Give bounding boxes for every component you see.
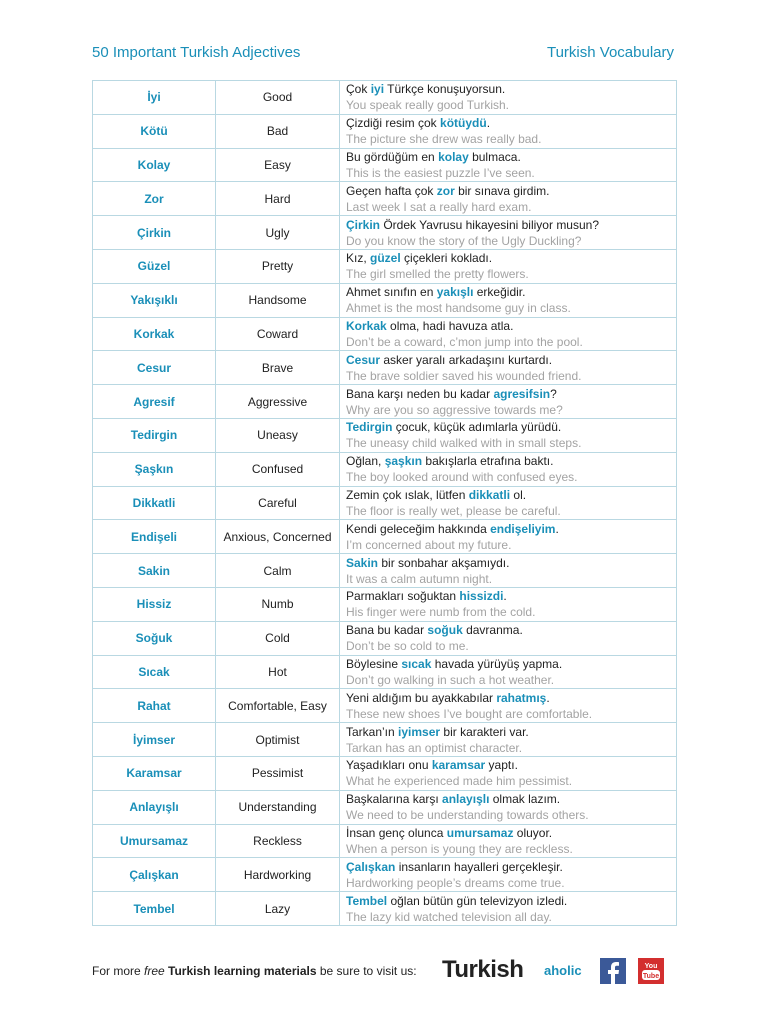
example-english: The picture she drew was really bad.	[346, 132, 542, 147]
turkish-word: İyimser	[93, 723, 216, 757]
example-text-post: oğlan bütün gün televizyon izledi.	[387, 893, 568, 908]
example-text-post: olmak lazım.	[489, 792, 561, 807]
example-highlight: zor	[436, 183, 455, 198]
example-text-post: davranma.	[462, 623, 523, 638]
english-meaning: Lazy	[216, 892, 340, 926]
example-text-post: Ördek Yavrusu hikayesini biliyor musun?	[380, 217, 600, 232]
example-highlight: soğuk	[427, 623, 463, 638]
example-text-post: yaptı.	[485, 758, 518, 773]
example-text-post: insanların hayalleri gerçekleşir.	[395, 859, 563, 874]
turkish-word: Çalışkan	[93, 858, 216, 892]
example-text-pre: Yaşadıkları onu	[346, 758, 432, 773]
example-highlight: güzel	[370, 251, 401, 266]
example-text-pre: Ahmet sınıfın en	[346, 285, 437, 300]
vocabulary-table	[92, 80, 677, 926]
english-meaning: Numb	[216, 587, 340, 621]
turkish-word: Kötü	[93, 114, 216, 148]
example-english: The girl smelled the pretty flowers.	[346, 267, 529, 282]
example-text-post: .	[486, 116, 491, 131]
example-cell	[340, 723, 677, 757]
table-row	[93, 655, 677, 689]
example-text-pre: Kız,	[346, 251, 371, 266]
visit-text-free: free	[144, 964, 165, 978]
example-highlight: umursamaz	[446, 825, 514, 840]
example-english: When a person is young they are reckless.	[346, 841, 573, 856]
table-row	[93, 249, 677, 283]
turkish-word: Güzel	[93, 249, 216, 283]
example-text-post: erkeğidir.	[473, 285, 526, 300]
turkish-word: Korkak	[93, 317, 216, 351]
example-english: His finger were numb from the cold.	[346, 605, 536, 620]
turkish-word: Agresif	[93, 385, 216, 419]
example-cell	[340, 655, 677, 689]
example-text-pre: İnsan genç olunca	[346, 825, 447, 840]
example-highlight: iyi	[370, 82, 385, 97]
example-text-post: bir karakteri var.	[440, 724, 529, 739]
example-highlight: kötüydü	[440, 116, 487, 131]
example-english: Hardworking people’s dreams come true.	[346, 875, 565, 890]
example-highlight: yakışlı	[436, 285, 474, 300]
english-meaning: Understanding	[216, 790, 340, 824]
example-highlight: hissizdi	[459, 589, 504, 604]
example-english: You speak really good Turkish.	[346, 98, 509, 113]
english-meaning: Handsome	[216, 283, 340, 317]
example-highlight: Cesur	[346, 352, 381, 367]
example-english: The floor is really wet, please be careful.	[346, 503, 561, 518]
example-highlight: Korkak	[346, 318, 387, 333]
table-row	[93, 182, 677, 216]
turkish-word: Zor	[93, 182, 216, 216]
example-turkish	[346, 183, 676, 199]
example-turkish	[346, 622, 676, 638]
example-english: Last week I sat a really hard exam.	[346, 199, 532, 214]
example-highlight: Çirkin	[346, 217, 381, 232]
example-turkish	[346, 115, 676, 131]
example-highlight: kolay	[438, 149, 469, 164]
example-english: These new shoes I’ve bought are comfortable.	[346, 706, 593, 721]
example-highlight: iyimser	[398, 724, 441, 739]
example-highlight: dikkatli	[468, 487, 511, 502]
table-row	[93, 418, 677, 452]
example-turkish	[346, 386, 676, 402]
vocabulary-table-body	[93, 81, 677, 926]
english-meaning: Hardworking	[216, 858, 340, 892]
example-cell	[340, 486, 677, 520]
visit-text-post: be sure to visit us:	[316, 964, 417, 978]
example-text-pre: Bu gördüğüm en	[346, 149, 439, 164]
table-row	[93, 621, 677, 655]
example-highlight: Tedirgin	[346, 420, 393, 435]
example-english: We need to be understanding towards others.	[346, 808, 589, 823]
example-english: This is the easiest puzzle I’ve seen.	[346, 165, 535, 180]
table-row	[93, 689, 677, 723]
turkish-word: Tembel	[93, 892, 216, 926]
turkish-word: Sakin	[93, 554, 216, 588]
english-meaning: Calm	[216, 554, 340, 588]
example-cell	[340, 418, 677, 452]
table-row	[93, 723, 677, 757]
example-cell	[340, 790, 677, 824]
table-row	[93, 824, 677, 858]
example-text-pre: Parmakları soğuktan	[346, 589, 460, 604]
example-text-post: bulmaca.	[468, 149, 521, 164]
example-cell	[340, 182, 677, 216]
example-text-post: bir sonbahar akşamıydı.	[378, 555, 510, 570]
example-english: It was a calm autumn night.	[346, 571, 493, 586]
english-meaning: Bad	[216, 114, 340, 148]
turkish-word: Dikkatli	[93, 486, 216, 520]
example-english: Tarkan has an optimist character.	[346, 740, 523, 755]
footer	[92, 954, 676, 990]
example-text-pre: Yeni aldığım bu ayakkabılar	[346, 690, 497, 705]
example-turkish	[346, 217, 676, 233]
english-meaning: Ugly	[216, 216, 340, 250]
example-cell	[340, 587, 677, 621]
example-highlight: rahatmış	[496, 690, 547, 705]
example-cell	[340, 858, 677, 892]
example-english: The brave soldier saved his wounded friend.	[346, 368, 582, 383]
example-english: Don’t be a coward, c’mon jump into the pool.	[346, 334, 583, 349]
example-turkish	[346, 724, 676, 740]
page-header	[92, 44, 674, 66]
visit-text-bold: Turkish learning materials	[164, 964, 317, 978]
turkish-word: Tedirgin	[93, 418, 216, 452]
example-english: What he experienced made him pessimist.	[346, 774, 573, 789]
turkish-word: Endişeli	[93, 520, 216, 554]
table-row	[93, 283, 677, 317]
english-meaning: Anxious, Concerned	[216, 520, 340, 554]
example-text-post: çocuk, küçük adımlarla yürüdü.	[392, 420, 562, 435]
example-text-pre: Bana bu kadar	[346, 623, 428, 638]
example-turkish	[346, 487, 676, 503]
example-english: The uneasy child walked with in small steps.	[346, 436, 582, 451]
english-meaning: Comfortable, Easy	[216, 689, 340, 723]
table-row	[93, 351, 677, 385]
example-text-post: bakışlarla etrafına baktı.	[422, 454, 554, 469]
table-row	[93, 486, 677, 520]
visit-text-pre: For more	[92, 964, 145, 978]
example-cell	[340, 452, 677, 486]
table-row	[93, 148, 677, 182]
example-highlight: şaşkın	[384, 454, 423, 469]
english-meaning: Confused	[216, 452, 340, 486]
english-meaning: Pessimist	[216, 756, 340, 790]
example-text-post: çiçekleri kokladı.	[400, 251, 493, 266]
english-meaning: Hard	[216, 182, 340, 216]
turkish-word: İyi	[93, 81, 216, 115]
example-turkish	[346, 250, 676, 266]
example-text-pre: Kendi geleceğim hakkında	[346, 521, 491, 536]
youtube-icon[interactable]	[638, 958, 664, 984]
example-turkish	[346, 791, 676, 807]
example-highlight: Sakin	[346, 555, 379, 570]
table-row	[93, 790, 677, 824]
example-cell	[340, 756, 677, 790]
example-highlight: Çalışkan	[346, 859, 396, 874]
turkish-word: Yakışıklı	[93, 283, 216, 317]
table-row	[93, 554, 677, 588]
example-turkish	[346, 149, 676, 165]
example-english: Do you know the story of the Ugly Duckling?	[346, 233, 582, 248]
example-text-pre: Tarkan’ın	[346, 724, 399, 739]
table-row	[93, 81, 677, 115]
turkish-word: Hissiz	[93, 587, 216, 621]
table-row	[93, 520, 677, 554]
turkish-word: Çirkin	[93, 216, 216, 250]
example-cell	[340, 283, 677, 317]
example-turkish	[346, 690, 676, 706]
example-cell	[340, 385, 677, 419]
example-english: The boy looked around with confused eyes.	[346, 470, 578, 485]
example-cell	[340, 317, 677, 351]
table-row	[93, 858, 677, 892]
turkish-word: Soğuk	[93, 621, 216, 655]
example-text-pre: Zemin çok ıslak, lütfen	[346, 487, 469, 502]
english-meaning: Reckless	[216, 824, 340, 858]
visit-message	[92, 964, 417, 978]
table-row	[93, 756, 677, 790]
english-meaning: Optimist	[216, 723, 340, 757]
table-row	[93, 317, 677, 351]
example-english: I’m concerned about my future.	[346, 537, 512, 552]
example-highlight: Tembel	[346, 893, 388, 908]
example-text-post: oluyor.	[513, 825, 553, 840]
example-text-pre: Oğlan,	[346, 454, 385, 469]
turkish-word: Umursamaz	[93, 824, 216, 858]
example-english: Ahmet is the most handsome guy in class.	[346, 301, 571, 316]
page-title: 50 Important Turkish Adjectives	[92, 44, 301, 61]
example-cell	[340, 621, 677, 655]
english-meaning: Careful	[216, 486, 340, 520]
table-row	[93, 385, 677, 419]
turkish-word: Kolay	[93, 148, 216, 182]
example-cell	[340, 148, 677, 182]
example-turkish	[346, 656, 676, 672]
example-turkish	[346, 859, 676, 875]
table-row	[93, 114, 677, 148]
example-highlight: sıcak	[401, 656, 432, 671]
example-text-post: asker yaralı arkadaşını kurtardı.	[380, 352, 553, 367]
example-turkish	[346, 284, 676, 300]
example-turkish	[346, 757, 676, 773]
example-text-post: olma, hadi havuza atla.	[386, 318, 514, 333]
example-turkish	[346, 521, 676, 537]
example-text-post: bir sınava girdim.	[454, 183, 550, 198]
example-turkish	[346, 81, 676, 97]
example-turkish	[346, 352, 676, 368]
example-highlight: anlayışlı	[442, 792, 490, 807]
svg-text:Tube: Tube	[642, 973, 660, 980]
example-text-pre: Geçen hafta çok	[346, 183, 437, 198]
facebook-icon[interactable]	[600, 958, 626, 984]
example-turkish	[346, 893, 676, 909]
table-row	[93, 216, 677, 250]
example-cell	[340, 216, 677, 250]
example-english: Don’t go walking in such a hot weather.	[346, 672, 555, 687]
english-meaning: Hot	[216, 655, 340, 689]
turkish-word: Anlayışlı	[93, 790, 216, 824]
example-turkish	[346, 588, 676, 604]
example-turkish	[346, 825, 676, 841]
english-meaning: Easy	[216, 148, 340, 182]
example-cell	[340, 114, 677, 148]
table-row	[93, 892, 677, 926]
example-text-post: ol.	[510, 487, 527, 502]
turkish-word: Rahat	[93, 689, 216, 723]
page-category: Turkish Vocabulary	[546, 44, 674, 61]
example-text-post: .	[503, 589, 507, 604]
example-cell	[340, 892, 677, 926]
example-text-post: havada yürüyüş yapma.	[431, 656, 563, 671]
svg-text:You: You	[644, 963, 658, 970]
brand-logo[interactable]: Turkish	[442, 956, 524, 983]
english-meaning: Good	[216, 81, 340, 115]
example-cell	[340, 689, 677, 723]
table-row	[93, 587, 677, 621]
example-text-pre: Çizdiği resim çok	[346, 116, 441, 131]
example-turkish	[346, 453, 676, 469]
example-highlight: endişeliyim	[490, 521, 556, 536]
english-meaning: Brave	[216, 351, 340, 385]
example-text-pre: Çok	[346, 82, 371, 97]
english-meaning: Coward	[216, 317, 340, 351]
example-highlight: karamsar	[431, 758, 486, 773]
example-cell	[340, 554, 677, 588]
example-cell	[340, 520, 677, 554]
example-turkish	[346, 555, 676, 571]
example-cell	[340, 249, 677, 283]
example-turkish	[346, 419, 676, 435]
example-english: The lazy kid watched television all day.	[346, 909, 552, 924]
turkish-word: Cesur	[93, 351, 216, 385]
example-highlight: agresifsin	[493, 386, 551, 401]
example-cell	[340, 81, 677, 115]
example-text-post: Türkçe konuşuyorsun.	[384, 82, 506, 97]
turkish-word: Karamsar	[93, 756, 216, 790]
english-meaning: Uneasy	[216, 418, 340, 452]
example-text-pre: Böylesine	[346, 656, 402, 671]
english-meaning: Aggressive	[216, 385, 340, 419]
brand-logo-suffix[interactable]: aholic	[544, 963, 582, 978]
example-text-pre: Bana karşı neden bu kadar	[346, 386, 494, 401]
turkish-word: Sıcak	[93, 655, 216, 689]
example-turkish	[346, 318, 676, 334]
example-english: Don’t be so cold to me.	[346, 639, 469, 654]
example-text-post: ?	[550, 386, 557, 401]
example-text-pre: Başkalarına karşı	[346, 792, 443, 807]
table-row	[93, 452, 677, 486]
example-cell	[340, 351, 677, 385]
example-cell	[340, 824, 677, 858]
example-text-post: .	[546, 690, 550, 705]
example-text-post: .	[555, 521, 559, 536]
example-english: Why are you so aggressive towards me?	[346, 402, 563, 417]
english-meaning: Cold	[216, 621, 340, 655]
turkish-word: Şaşkın	[93, 452, 216, 486]
english-meaning: Pretty	[216, 249, 340, 283]
